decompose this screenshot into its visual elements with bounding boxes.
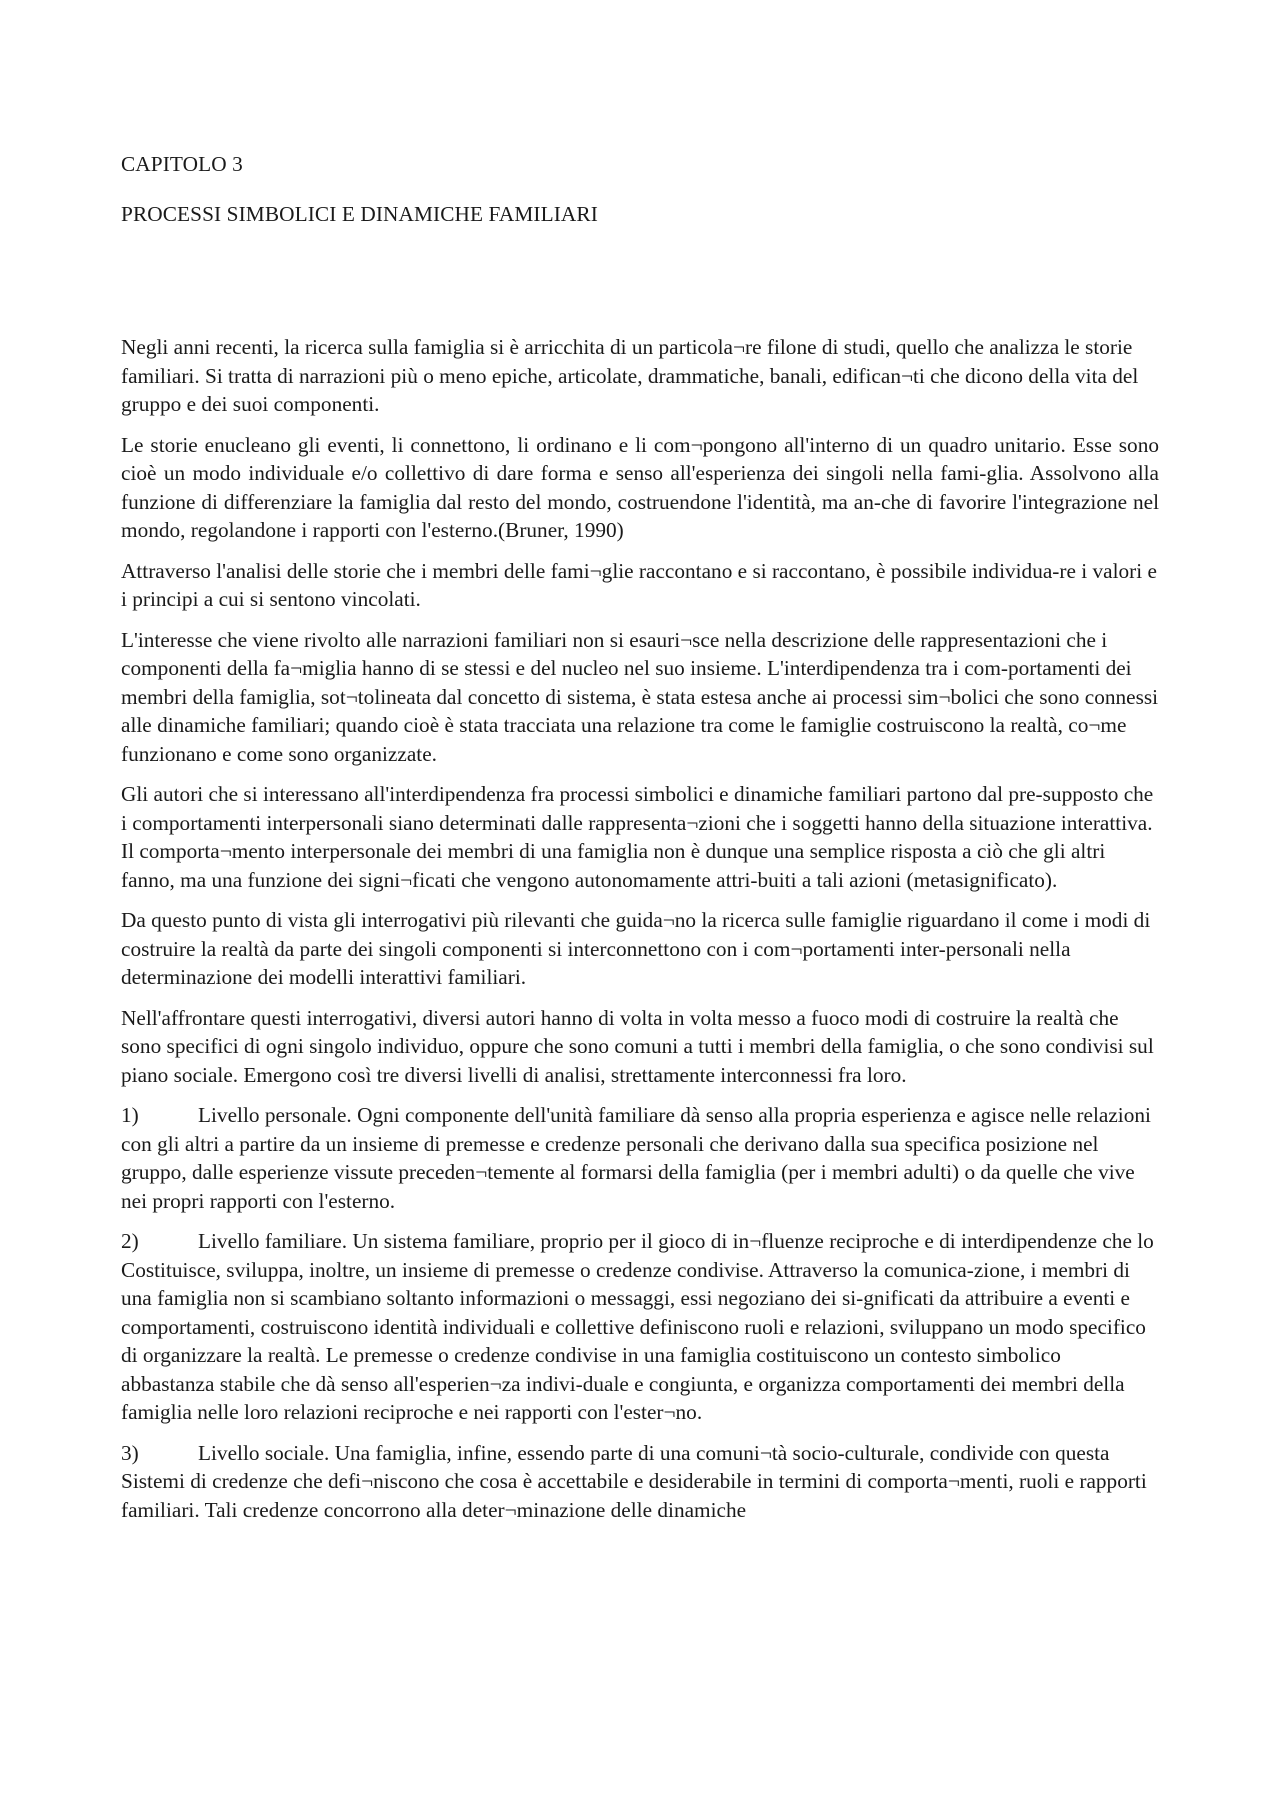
paragraph-6: Da questo punto di vista gli interrogativi più rilevanti che guida¬no la ricerca sulle famiglie riguardano il come i modi di costruire la realtà da parte dei singoli componenti si interconnettono con i com¬portamenti inter-personali nella determinazione dei modelli interattivi familiari. [121, 908, 1151, 989]
level-number: 2) [121, 1229, 139, 1253]
paragraph-3: Attraverso l'analisi delle storie che i membri delle fami¬glie raccontano e si raccontano, è possibile individua-re i valori e i principi a cui si sentono vincolati. [121, 558, 1157, 611]
paragraph-7: Nell'affrontare questi interrogativi, diversi autori hanno di volta in volta messo a fuoco modi di costruire la realtà che sono specifici di ogni singolo individuo, oppure che sono comuni a tutti i membri della famiglia, o che sono condivisi sul piano sociale. Emergono così tre diversi livelli di analisi, strettamente interconnessi fra loro. [121, 1005, 1154, 1087]
level-item-family [121, 1227, 1159, 1427]
level-item-social [121, 1439, 1159, 1525]
level-text: Livello personale. Ogni componente dell'unità familiare dà senso alla propria esperienza e agisce nelle relazioni con gli altri a partire da un insieme di premesse e credenze personali che derivano dalla sua specifica posizione nel gruppo, dalle esperienze vissute preceden¬temente al formarsi della famiglia (per i membri adulti) o da quelle che vive nei propri rapporti con l'esterno. [121, 1103, 1151, 1213]
chapter-label: CAPITOLO 3 [121, 152, 243, 176]
level-item-personal [121, 1101, 1159, 1215]
paragraph-1: Negli anni recenti, la ricerca sulla famiglia si è arricchita di un particola¬re filone di studi, quello che analizza le storie familiari. Si tratta di narrazioni più o meno epiche, articolate, drammatiche, banali, edifican¬ti che dicono della vita del gruppo e dei suoi componenti. [121, 335, 1139, 416]
level-number: 3) [121, 1440, 139, 1465]
level-text: Livello sociale. Una famiglia, infine, essendo parte di una comuni¬tà socio-culturale, condivide con questa Sistemi di credenze che defi¬niscono che cosa è accettabile e desiderabile in termini di comporta¬menti, ruoli e rapporti familiari. Tali credenze concorrono alla deter¬minazione delle dinamiche [121, 1440, 1147, 1522]
document-body [121, 333, 1159, 1536]
paragraph-2: Le storie enucleano gli eventi, li connettono, li ordinano e li com¬pongono all'interno di un quadro unitario. Esse sono cioè un modo individuale e/o collettivo di dare forma e senso all'esperienza dei singoli nella fami-glia. Assolvono alla funzione di differenziare la famiglia dal resto del mondo, costruendone l'identità, ma an-che di favorire l'integrazione nel mondo, regolandone i rapporti con l'esterno.(Bruner, 1990) [121, 432, 1159, 542]
paragraph-5: Gli autori che si interessano all'interdipendenza fra processi simbolici e dinamiche familiari partono dal pre-supposto che i comportamenti interpersonali siano determinati dalle rappresenta¬zioni che i soggetti hanno della situazione interattiva. Il comporta¬mento interpersonale dei membri di una famiglia non è dunque una semplice risposta a ciò che gli altri fanno, ma una funzione dei signi¬ficati che vengono autonomamente attri-buiti a tali azioni (metasignificato). [121, 782, 1154, 892]
paragraph-4: L'interesse che viene rivolto alle narrazioni familiari non si esauri¬sce nella descrizione delle rappresentazioni che i componenti della fa¬miglia hanno di se stessi e del nucleo nel suo insieme. L'interdipendenza tra i com-portamenti dei membri della famiglia, sot¬tolineata dal concetto di sistema, è stata estesa anche ai processi sim¬bolici che sono connessi alle dinamiche familiari; quando cioè è stata tracciata una relazione tra come le famiglie costruiscono la realtà, co¬me funzionano e come sono organizzate. [121, 627, 1159, 766]
level-number: 1) [121, 1103, 139, 1127]
chapter-title: PROCESSI SIMBOLICI E DINAMICHE FAMILIARI [121, 202, 598, 226]
level-text: Livello familiare. Un sistema familiare, proprio per il gioco di in¬fluenze reciproche e di interdipendenze che lo Costituisce, sviluppa, inoltre, un insieme di premesse o credenze condivise. Attraverso la comunica-zione, i membri di una famiglia non si scambiano soltanto informazioni o messaggi, essi negoziano dei si-gnificati da attribuire a eventi e comportamenti, costruiscono identità individuali e collettive definiscono ruoli e relazioni, sviluppano un modo specifico di organizzare la realtà. Le premesse o credenze condivise in una famiglia costituiscono un contesto simbolico abbastanza stabile che dà senso all'esperien¬za indivi-duale e congiunta, e organizza comportamenti dei membri della famiglia nelle loro relazioni reciproche e nei rapporti con l'ester¬no. [121, 1229, 1154, 1424]
